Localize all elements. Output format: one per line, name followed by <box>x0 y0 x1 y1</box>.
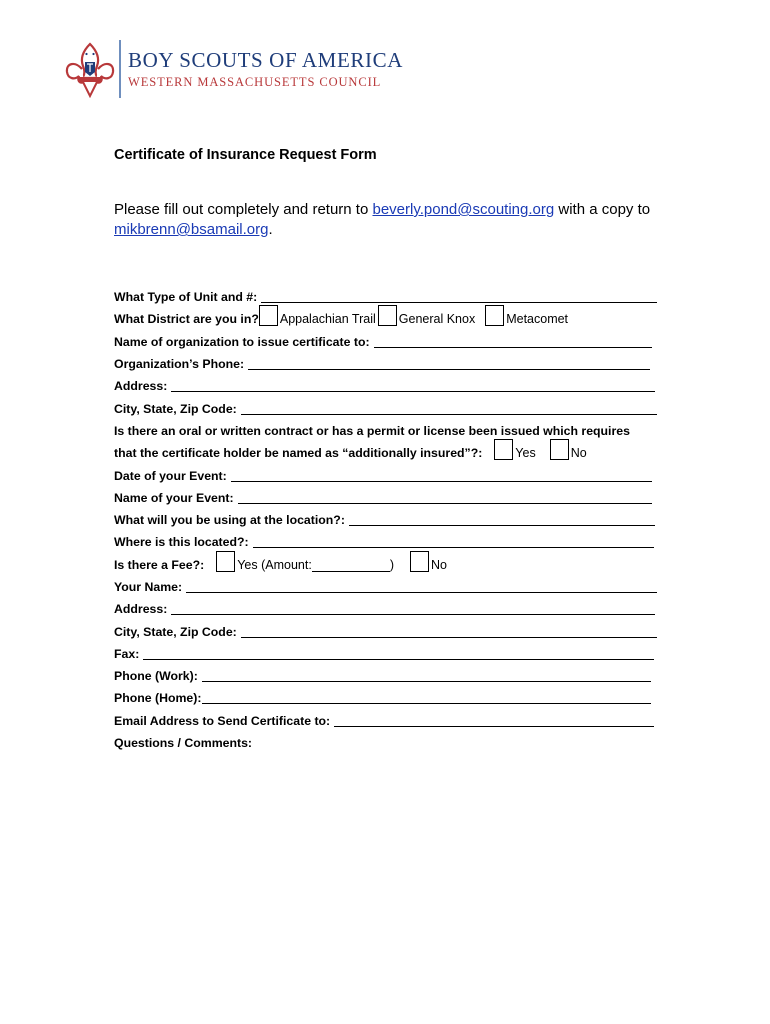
intro-suffix: . <box>268 221 273 238</box>
org-city-row <box>114 398 657 416</box>
event-name-field[interactable] <box>238 492 652 504</box>
district-option-1 <box>259 305 376 326</box>
district-option-2-label: General Knox <box>398 312 476 326</box>
org-name-row <box>114 331 652 349</box>
district-option-3-checkbox[interactable] <box>485 305 504 326</box>
district-option-2 <box>378 305 475 326</box>
fleur-de-lis-emblem-icon <box>64 42 116 98</box>
org-address-field[interactable] <box>171 380 655 392</box>
event-name-label: Name of your Event: <box>114 491 234 505</box>
fee-no-checkbox[interactable] <box>410 551 429 572</box>
logo-divider <box>119 40 121 98</box>
located-label: Where is this located?: <box>114 535 249 549</box>
questions-row <box>114 732 414 750</box>
primary-email-link[interactable]: beverly.pond@scouting.org <box>372 201 555 218</box>
district-option-2-checkbox[interactable] <box>378 305 397 326</box>
fax-label: Fax: <box>114 647 140 661</box>
org-address-row <box>114 375 655 393</box>
org-city-label: City, State, Zip Code: <box>114 402 237 416</box>
event-date-field[interactable] <box>231 470 652 482</box>
org-phone-field[interactable] <box>248 358 650 370</box>
copy-email-link[interactable]: mikbrenn@bsamail.org <box>114 221 269 238</box>
phone-work-row <box>114 665 651 683</box>
questions-label: Questions / Comments: <box>114 736 253 750</box>
unit-type-row <box>114 286 657 304</box>
unit-type-field[interactable] <box>261 291 657 303</box>
event-date-label: Date of your Event: <box>114 469 227 483</box>
org-city-field[interactable] <box>241 403 657 415</box>
unit-type-label: What Type of Unit and #: <box>114 290 258 304</box>
contract-question-row-1 <box>114 420 674 438</box>
contract-question-row-2 <box>114 442 634 460</box>
your-address-field[interactable] <box>171 603 655 615</box>
fax-field[interactable] <box>143 648 654 660</box>
contract-question-line-2: that the certificate holder be named as “additionally insured”?: <box>114 446 483 460</box>
org-phone-row <box>114 353 650 371</box>
your-name-label: Your Name: <box>114 580 183 594</box>
your-address-row <box>114 598 655 616</box>
email-cert-row <box>114 710 654 728</box>
phone-work-label: Phone (Work): <box>114 669 198 683</box>
district-row <box>114 308 584 326</box>
contract-no-option <box>550 439 587 460</box>
event-name-row <box>114 487 652 505</box>
your-city-field[interactable] <box>241 626 657 638</box>
your-city-row <box>114 621 657 639</box>
fee-yes-checkbox[interactable] <box>216 551 235 572</box>
district-option-3-label: Metacomet <box>506 312 569 326</box>
using-field[interactable] <box>349 514 655 526</box>
fee-no-label: No <box>430 558 447 572</box>
fee-amount-field[interactable] <box>312 560 390 572</box>
using-label: What will you be using at the location?: <box>114 513 345 527</box>
phone-home-row <box>114 687 651 705</box>
contract-yes-option <box>494 439 535 460</box>
your-address-label: Address: <box>114 602 168 616</box>
your-name-field[interactable] <box>186 581 657 593</box>
form-intro <box>114 200 674 240</box>
org-phone-label: Organization’s Phone: <box>114 357 245 371</box>
fee-row <box>114 554 474 572</box>
fax-row <box>114 643 654 661</box>
logo-text <box>128 48 403 90</box>
district-option-1-label: Appalachian Trail <box>279 312 376 326</box>
district-label: What District are you in? <box>114 312 259 326</box>
contract-no-label: No <box>570 446 587 460</box>
logo-organization: BOY SCOUTS OF AMERICA <box>128 48 403 72</box>
logo-council: WESTERN MASSACHUSETTS COUNCIL <box>128 75 382 89</box>
district-option-3 <box>485 305 568 326</box>
email-cert-field[interactable] <box>334 715 654 727</box>
intro-middle: with a copy to <box>554 201 651 218</box>
located-field[interactable] <box>253 536 654 548</box>
org-name-field[interactable] <box>374 336 652 348</box>
fee-yes-option <box>216 551 394 572</box>
contract-no-checkbox[interactable] <box>550 439 569 460</box>
event-date-row <box>114 465 652 483</box>
located-row <box>114 531 654 549</box>
phone-home-label: Phone (Home): <box>114 691 202 705</box>
fee-label: Is there a Fee?: <box>114 558 205 572</box>
bsa-logo <box>64 40 403 100</box>
org-name-label: Name of organization to issue certificate to: <box>114 335 370 349</box>
fee-yes-label: Yes (Amount: <box>237 558 312 572</box>
fee-no-option <box>410 551 447 572</box>
contract-yes-checkbox[interactable] <box>494 439 513 460</box>
email-cert-label: Email Address to Send Certificate to: <box>114 714 331 728</box>
phone-home-field[interactable] <box>202 692 651 704</box>
phone-work-field[interactable] <box>202 670 651 682</box>
fee-close-paren: ) <box>389 558 394 572</box>
your-city-label: City, State, Zip Code: <box>114 625 237 639</box>
your-name-row <box>114 576 657 594</box>
form-title: Certificate of Insurance Request Form <box>114 147 377 163</box>
district-option-1-checkbox[interactable] <box>259 305 278 326</box>
contract-question-line-1: Is there an oral or written contract or has a permit or license been issued which requires <box>114 424 630 438</box>
intro-prefix: Please fill out completely and return to <box>114 201 373 218</box>
using-row <box>114 509 655 527</box>
org-address-label: Address: <box>114 379 168 393</box>
contract-yes-label: Yes <box>515 446 536 460</box>
